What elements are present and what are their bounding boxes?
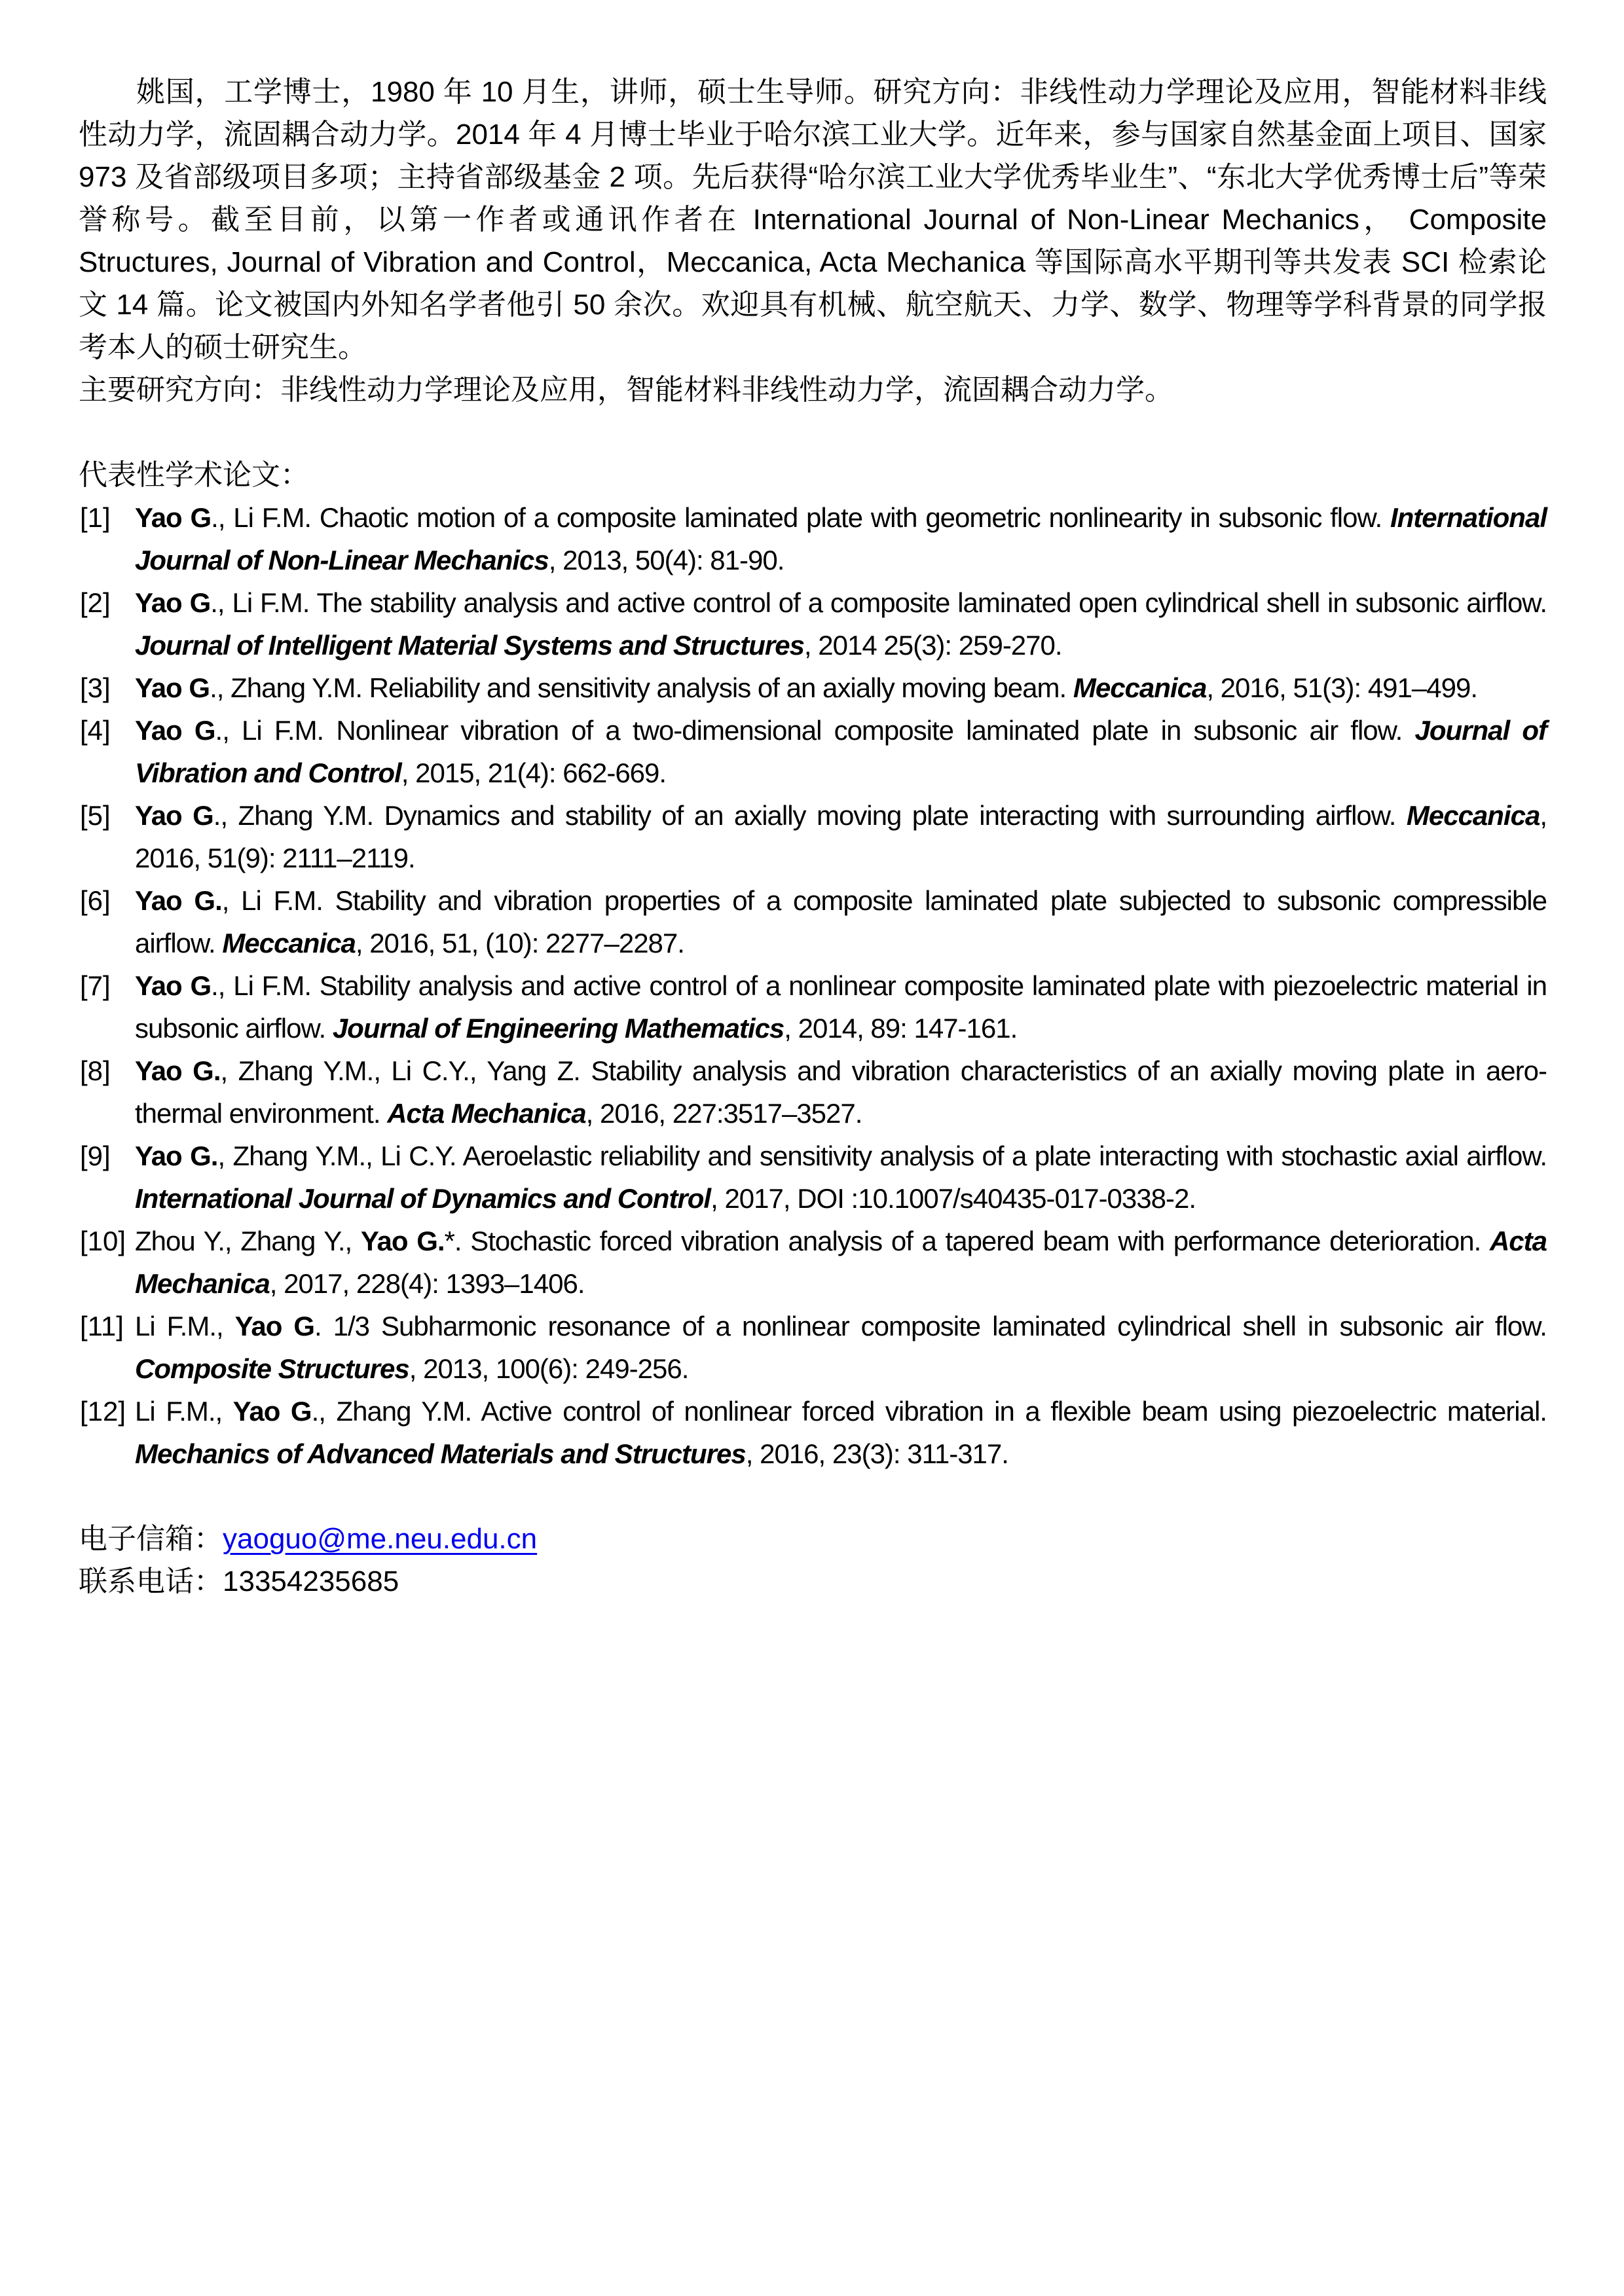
email-label: 电子信箱：: [79, 1523, 223, 1555]
publication-text-segment: Meccanica: [1073, 672, 1207, 703]
publication-item: [79, 1049, 1547, 1135]
publication-text-segment: ., Zhang Y.M. Reliability and sensitivity analysis of an axially moving beam.: [210, 672, 1073, 703]
publication-text-segment: Yao G: [135, 672, 210, 703]
publication-number: [11]: [80, 1311, 124, 1341]
publication-number: [4]: [80, 715, 111, 746]
publication-text-segment: , Li F.M. Stability and vibration properties of a composite laminated plate subjected to subsonic compressible airflow.: [135, 885, 1547, 958]
publication-text-segment: Meccanica: [1406, 800, 1540, 831]
publication-text-segment: ., Zhang Y.M. Active control of nonlinear forced vibration in a flexible beam using piezoelectric material.: [311, 1396, 1547, 1427]
publication-text-segment: , Zhang Y.M., Li C.Y., Yang Z. Stability analysis and vibration characteristics of an axially moving plate in aero-thermal environment.: [135, 1055, 1547, 1129]
publication-text-segment: , 2014, 89: 147-161.: [784, 1013, 1018, 1044]
publication-text-segment: , 2016, 51(3): 491–499.: [1206, 672, 1478, 703]
publication-item: [79, 964, 1547, 1049]
publication-number: [5]: [80, 800, 111, 831]
publication-text-segment: Yao G.: [360, 1226, 445, 1256]
publication-text-segment: , 2016, 23(3): 311-317.: [745, 1438, 1008, 1469]
publication-number: [12]: [80, 1396, 126, 1427]
publication-number: [8]: [80, 1055, 111, 1086]
publication-text-segment: Yao G: [135, 502, 212, 533]
publication-item: [79, 1135, 1547, 1220]
publication-item: [79, 794, 1547, 879]
publication-text-segment: Yao G.: [135, 1055, 221, 1086]
publication-item: [79, 1220, 1547, 1305]
publication-text-segment: Yao G: [135, 715, 215, 746]
publication-number: [6]: [80, 885, 111, 916]
phone-label: 联系电话：: [79, 1565, 223, 1597]
publication-text-segment: Yao G: [232, 1396, 312, 1427]
publication-text-segment: . 1/3 Subharmonic resonance of a nonlinear composite laminated cylindrical shell in subsonic air flow.: [314, 1311, 1547, 1341]
publication-item: [79, 666, 1547, 709]
publication-number: [1]: [80, 502, 111, 533]
publication-text-segment: ., Zhang Y.M. Dynamics and stability of an axially moving plate interacting with surrounding airflow.: [213, 800, 1407, 831]
publication-item: [79, 496, 1547, 581]
publication-text-segment: Composite Structures: [135, 1353, 409, 1384]
publication-text-segment: Yao G: [135, 587, 211, 618]
phone-value: 13354235685: [223, 1565, 399, 1597]
publication-text-segment: International Journal of Non-Linear Mechanics: [135, 502, 1547, 575]
publication-text-segment: Journal of Vibration and Control: [135, 715, 1547, 788]
publication-text-segment: Yao G.: [135, 1140, 218, 1171]
publication-text-segment: , 2014 25(3): 259-270.: [803, 630, 1062, 661]
email-line: [79, 1518, 1547, 1560]
publication-text-segment: Li F.M.,: [135, 1396, 233, 1427]
publication-text-segment: Acta Mechanica: [387, 1098, 586, 1129]
publication-text-segment: Yao G: [135, 970, 212, 1001]
publication-text-segment: Yao G: [135, 800, 213, 831]
publication-text-segment: International Journal of Dynamics and Control: [135, 1183, 711, 1214]
publication-text-segment: , 2017, DOI :10.1007/s40435-017-0338-2.: [710, 1183, 1196, 1214]
publication-list: [79, 496, 1547, 1475]
publication-text-segment: ., Li F.M. Stability analysis and active control of a nonlinear composite laminated plate with piezoelectric material in subsonic airflow.: [135, 970, 1547, 1044]
publication-text-segment: , Zhang Y.M., Li C.Y. Aeroelastic reliability and sensitivity analysis of a plate interacting with stochastic axial airflow.: [217, 1140, 1547, 1171]
publication-item: [79, 1305, 1547, 1390]
publication-text-segment: ., Li F.M. Nonlinear vibration of a two-dimensional composite laminated plate in subsonic air flow.: [215, 715, 1415, 746]
publication-text-segment: Meccanica: [222, 928, 356, 958]
publication-text-segment: , 2017, 228(4): 1393–1406.: [269, 1268, 585, 1299]
publication-text-segment: ., Li F.M. The stability analysis and active control of a composite laminated open cylindrical shell in subsonic airflow.: [210, 587, 1547, 618]
publication-text-segment: Journal of Engineering Mathematics: [332, 1013, 784, 1044]
publication-item: [79, 709, 1547, 794]
publication-item: [79, 879, 1547, 964]
publication-text-segment: Zhou Y., Zhang Y.,: [135, 1226, 361, 1256]
email-link[interactable]: yaoguo@me.neu.edu.cn: [223, 1523, 538, 1555]
publication-text-segment: , 2016, 227:3517–3527.: [585, 1098, 862, 1129]
publication-text-segment: Yao G: [234, 1311, 314, 1341]
publication-number: [7]: [80, 970, 111, 1001]
intro-paragraph: 姚国，工学博士，1980 年 10 月生，讲师，硕士生导师。研究方向：非线性动力学理论及应用，智能材料非线性动力学，流固耦合动力学。2014 年 4 月博士毕业于哈尔滨工业大学。近年来，参与国家自然基金面上项目、国家 973 及省部级项目多项；主持省部级基金 2 项。先后获得“哈尔滨工业大学优秀毕业生”、“东北大学优秀博士后”等荣誉称号。截至目前，以第一作者或通讯作者在 International Journal of Non-Linear Mechanics， Composite Structures, Journal of Vibration and Control，Meccanica, Acta Mechanica 等国际高水平期刊等共发表 SCI 检索论文 14 篇。论文被国内外知名学者他引 50 余次。欢迎具有机械、航空航天、力学、数学、物理等学科背景的同学报考本人的硕士研究生。: [79, 76, 1547, 363]
publication-text-segment: Journal of Intelligent Material Systems and Structures: [135, 630, 804, 661]
publications-heading: 代表性学术论文：: [79, 459, 309, 491]
publication-number: [3]: [80, 672, 111, 703]
publication-text-segment: ., Li F.M. Chaotic motion of a composite laminated plate with geometric nonlinearity in subsonic flow.: [211, 502, 1390, 533]
phone-line: [79, 1560, 1547, 1603]
publication-number: [10]: [80, 1226, 126, 1256]
publication-text-segment: Acta Mechanica: [135, 1226, 1547, 1299]
publication-text-segment: Yao G.: [135, 885, 222, 916]
publication-text-segment: *. Stochastic forced vibration analysis of a tapered beam with performance deterioration.: [444, 1226, 1490, 1256]
research-direction-paragraph: 主要研究方向：非线性动力学理论及应用，智能材料非线性动力学，流固耦合动力学。: [79, 374, 1173, 406]
contact-block: [79, 1518, 1547, 1603]
publication-text-segment: , 2013, 100(6): 249-256.: [409, 1353, 689, 1384]
publication-item: [79, 1390, 1547, 1475]
publication-item: [79, 581, 1547, 666]
publication-text-segment: , 2016, 51(9): 2111–2119.: [135, 800, 1547, 873]
publication-text-segment: Li F.M.,: [135, 1311, 235, 1341]
publication-text-segment: Mechanics of Advanced Materials and Structures: [135, 1438, 746, 1469]
publication-text-segment: , 2015, 21(4): 662-669.: [401, 757, 667, 788]
publication-number: [9]: [80, 1140, 111, 1171]
publication-text-segment: , 2013, 50(4): 81-90.: [548, 545, 784, 575]
publication-text-segment: , 2016, 51, (10): 2277–2287.: [355, 928, 684, 958]
publication-number: [2]: [80, 587, 111, 618]
